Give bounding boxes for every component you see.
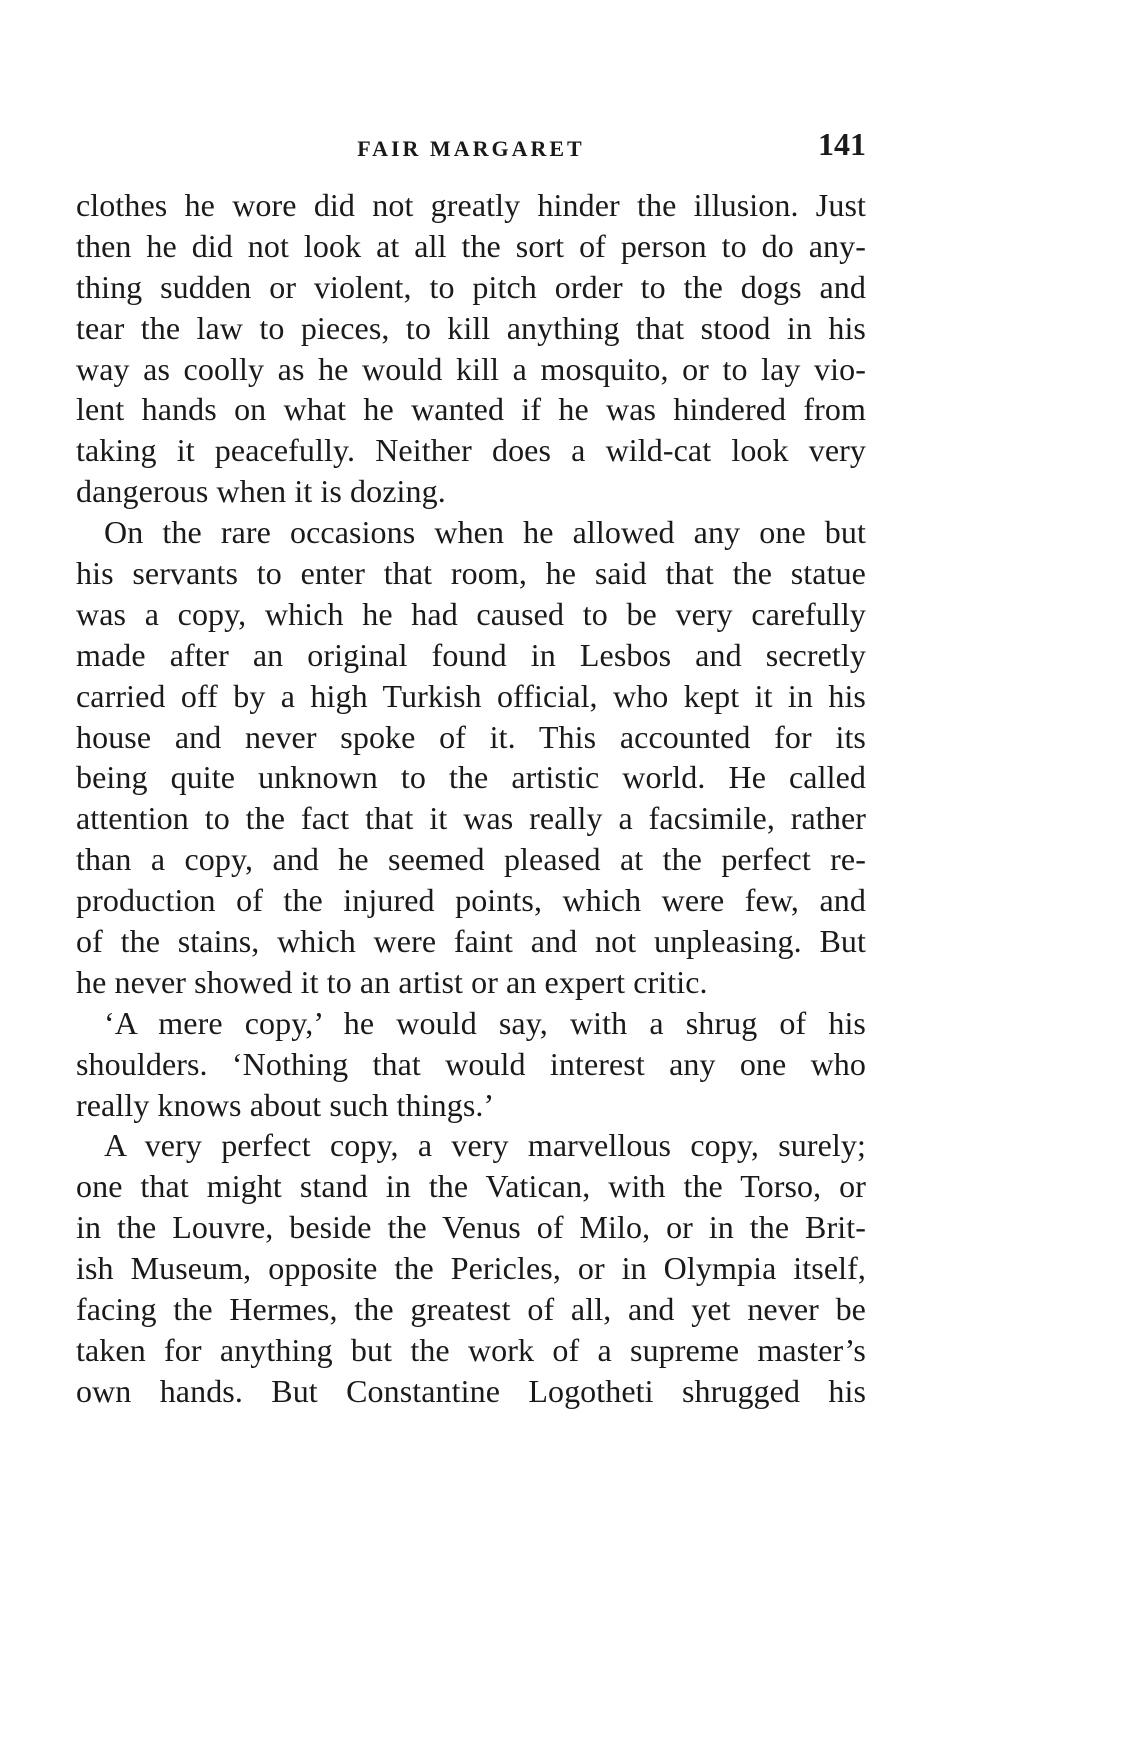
- text-line: really knows about such things.’: [76, 1086, 495, 1123]
- text-line: dangerous when it is dozing.: [76, 473, 446, 510]
- text-line: A very perfect copy, a very marvellous copy, surely;: [104, 1127, 866, 1164]
- text-line: facing the Hermes, the greatest of all, and yet never be: [76, 1291, 866, 1328]
- text-line: than a copy, and he seemed pleased at the perfect re-: [76, 841, 866, 878]
- text-line: tear the law to pieces, to kill anything that stood in his: [76, 309, 866, 346]
- text-line: ish Museum, opposite the Pericles, or in Olympia itself,: [76, 1250, 866, 1287]
- text-line: taking it peacefully. Neither does a wild-cat look very: [76, 432, 866, 469]
- text-line: taken for anything but the work of a supreme master’s: [76, 1331, 866, 1368]
- text-line: On the rare occasions when he allowed any one but: [104, 514, 866, 551]
- text-line: one that might stand in the Vatican, with the Torso, or: [76, 1168, 866, 1205]
- text-line: production of the injured points, which were few, and: [76, 882, 866, 919]
- text-line: shoulders. ‘Nothing that would interest any one who: [76, 1045, 866, 1082]
- text-line: was a copy, which he had caused to be very carefully: [76, 595, 866, 632]
- text-line: he never showed it to an artist or an expert critic.: [76, 963, 708, 1000]
- running-title: FAIR MARGARET: [357, 136, 585, 161]
- text-line: attention to the fact that it was really a facsimile, rather: [76, 800, 866, 837]
- text-line: being quite unknown to the artistic world. He called: [76, 759, 866, 796]
- text-line: own hands. But Constantine Logotheti shrugged his: [76, 1372, 866, 1409]
- text-line: house and never spoke of it. This accounted for its: [76, 718, 866, 755]
- text-line: then he did not look at all the sort of person to do any-: [76, 227, 866, 264]
- text-line: way as coolly as he would kill a mosquito, or to lay vio-: [76, 350, 866, 387]
- text-line: ‘A mere copy,’ he would say, with a shrug of his: [104, 1004, 866, 1041]
- text-line: lent hands on what he wanted if he was hindered from: [76, 391, 866, 428]
- text-line: in the Louvre, beside the Venus of Milo, or in the Brit-: [76, 1209, 866, 1246]
- text-line: clothes he wore did not greatly hinder the illusion. Just: [76, 187, 866, 223]
- page-number: 141: [818, 126, 866, 162]
- running-head: [76, 126, 866, 176]
- text-line: made after an original found in Lesbos and secretly: [76, 636, 866, 673]
- text-line: thing sudden or violent, to pitch order to the dogs and: [76, 268, 866, 305]
- text-line: carried off by a high Turkish official, who kept it in his: [76, 677, 866, 714]
- body-text: [76, 185, 866, 1412]
- text-line: of the stains, which were faint and not unpleasing. But: [76, 923, 866, 960]
- text-line: his servants to enter that room, he said that the statue: [76, 555, 866, 592]
